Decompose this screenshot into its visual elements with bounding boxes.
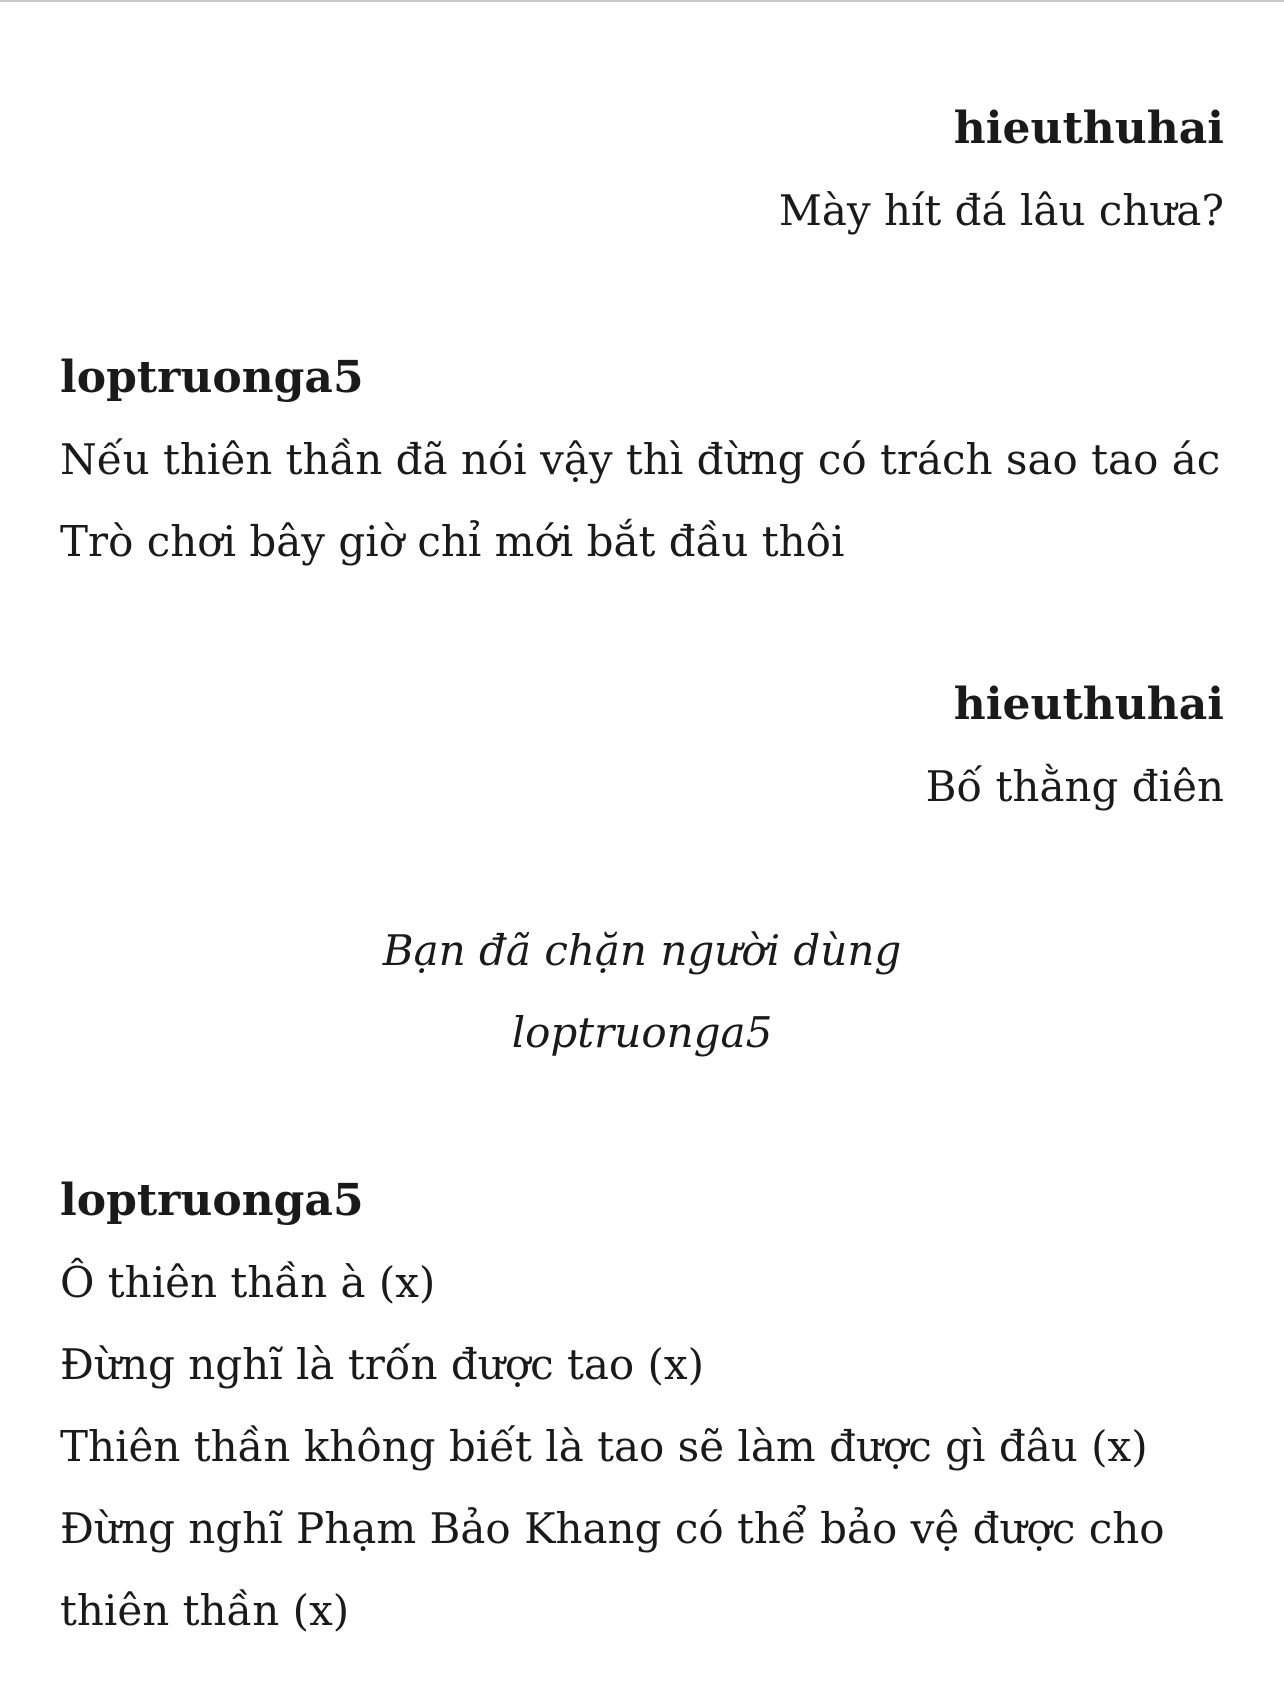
message-line: thiên thần (x)	[60, 1586, 350, 1635]
top-divider	[0, 0, 1284, 2]
message-line: Đừng nghĩ là trốn được tao (x)	[60, 1340, 704, 1389]
message-author: loptruonga5	[60, 1175, 364, 1226]
message-line: Nếu thiên thần đã nói vậy thì đừng có trách sao tao ác	[60, 435, 1221, 484]
system-notice-username: loptruonga5	[511, 1008, 773, 1057]
message-line: Ô thiên thần à (x)	[60, 1258, 436, 1307]
message-line: Bố thằng điên	[925, 762, 1224, 811]
message-line: Mày hít đá lâu chưa?	[778, 186, 1224, 235]
message-line: Trò chơi bây giờ chỉ mới bắt đầu thôi	[60, 517, 845, 566]
message-line: Thiên thần không biết là tao sẽ làm được gì đâu (x)	[60, 1422, 1148, 1471]
system-notice-blocked	[60, 910, 1224, 1074]
message-hieuthuhai-1	[60, 88, 1224, 252]
message-line: Đừng nghĩ Phạm Bảo Khang có thể bảo vệ được cho	[60, 1504, 1165, 1553]
message-hieuthuhai-2	[60, 664, 1224, 828]
system-notice-line: Bạn đã chặn người dùng	[382, 926, 902, 975]
message-author: hieuthuhai	[953, 103, 1224, 154]
message-author: loptruonga5	[60, 352, 364, 403]
message-author: hieuthuhai	[953, 679, 1224, 730]
message-loptruonga5-1	[60, 337, 1224, 583]
message-loptruonga5-2	[60, 1160, 1224, 1652]
